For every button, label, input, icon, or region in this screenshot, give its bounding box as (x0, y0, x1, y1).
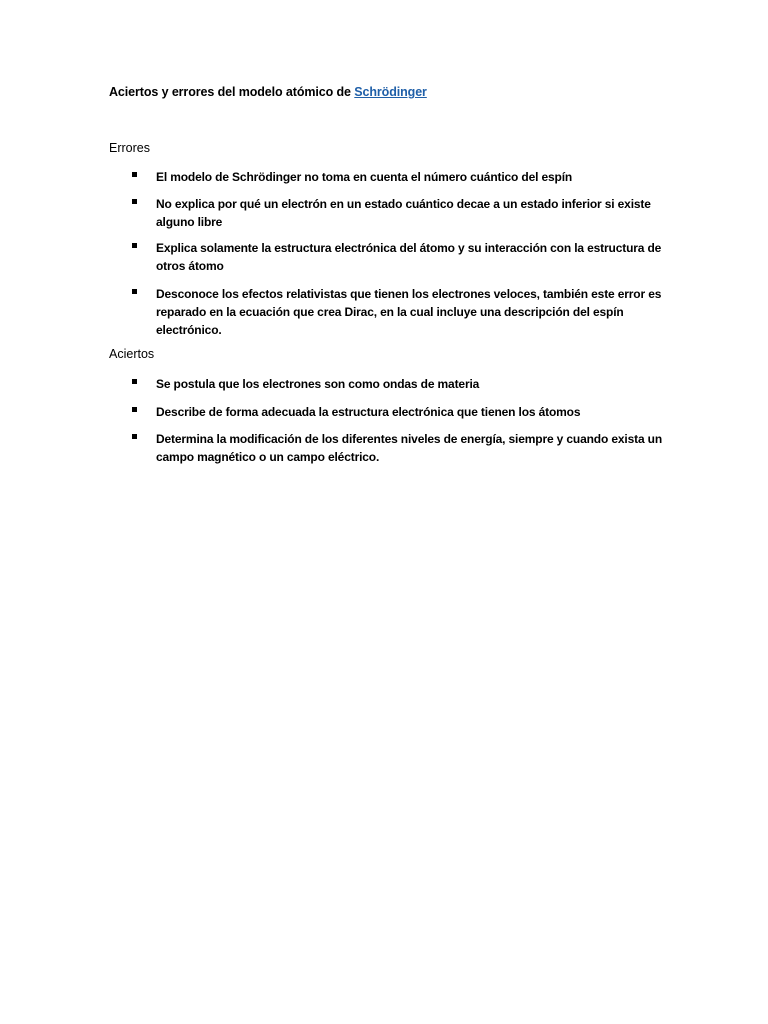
aciertos-heading: Aciertos (109, 347, 155, 361)
document-title (109, 85, 427, 99)
square-bullet-icon (132, 289, 137, 294)
square-bullet-icon (132, 434, 137, 439)
list-item-text: Explica solamente la estructura electrónica del átomo y su interacción con la estructura de otros átomo (156, 241, 662, 273)
square-bullet-icon (132, 379, 137, 384)
list-item-text: Describe de forma adecuada la estructura electrónica que tienen los átomos (156, 405, 581, 419)
list-item-text: No explica por qué un electrón en un estado cuántico decae a un estado inferior si existe alguno libre (156, 197, 651, 229)
square-bullet-icon (132, 407, 137, 412)
square-bullet-icon (132, 172, 137, 177)
list-item-text: Se postula que los electrones son como ondas de materia (156, 377, 480, 391)
square-bullet-icon (132, 199, 137, 204)
list-item-text: El modelo de Schrödinger no toma en cuenta el número cuántico del espín (156, 170, 573, 184)
title-text: Aciertos y errores del modelo atómico de (109, 85, 355, 99)
errores-heading: Errores (109, 141, 150, 155)
square-bullet-icon (132, 243, 137, 248)
schrodinger-link[interactable]: Schrödinger (354, 85, 427, 99)
list-item-text: Determina la modificación de los diferentes niveles de energía, siempre y cuando exista un campo magnético o un campo eléctrico. (156, 432, 663, 464)
list-item-text: Desconoce los efectos relativistas que tienen los electrones veloces, también este error es reparado en la ecuación que crea Dirac, en la cual incluye una descripción del espín electrónico. (156, 287, 662, 337)
